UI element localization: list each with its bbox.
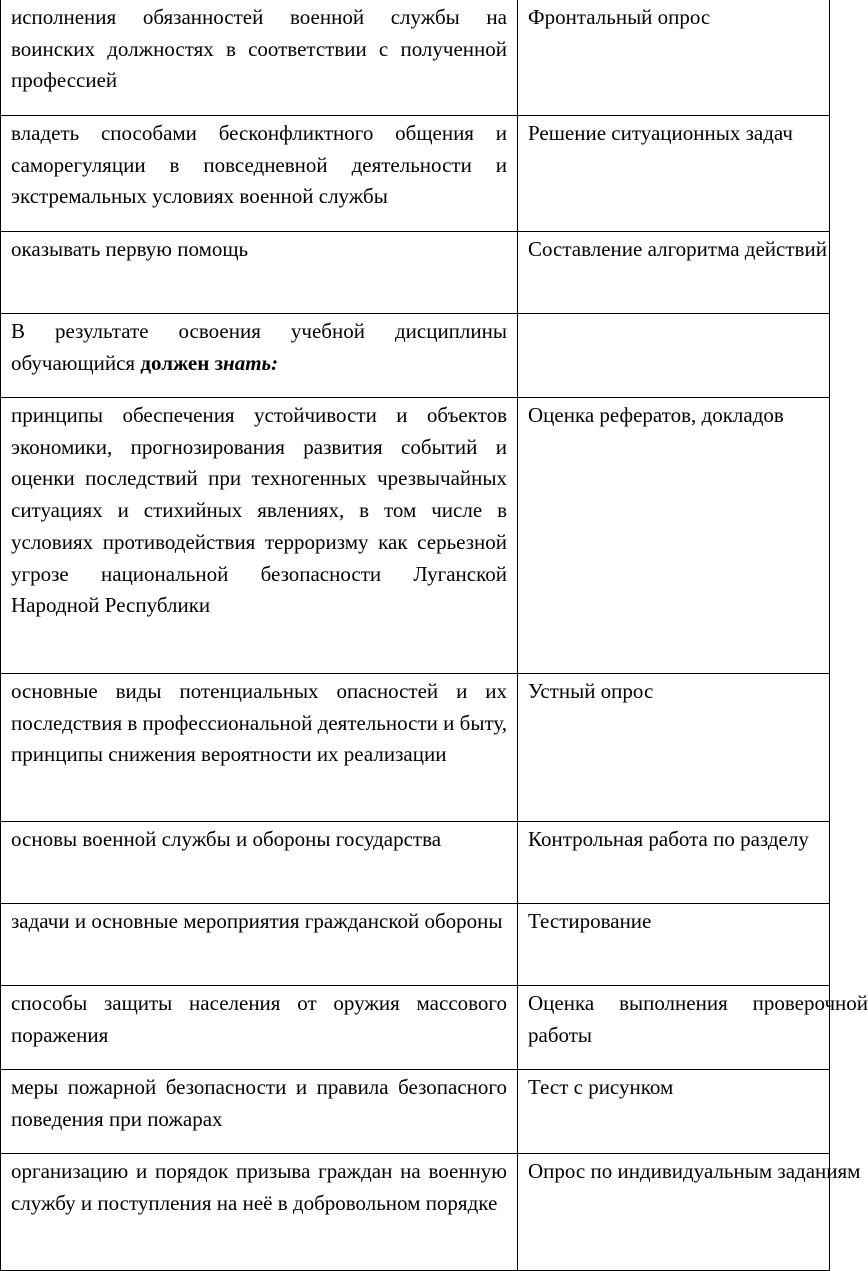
assessment-cell (518, 822, 830, 904)
assessment-text: Тест с рисунком (528, 1075, 674, 1099)
assessment-cell (518, 0, 830, 116)
assessment-cell (518, 398, 830, 674)
assessment-text: Решение ситуационных задач (528, 121, 793, 145)
skill-cell: оказывать первую помощь (1, 232, 518, 314)
knowledge-cell: способы защиты населения от оружия массового поражения (1, 986, 518, 1070)
knowledge-cell: принципы обеспечения устойчивости и объектов экономики, прогнозирования развития событий и оценки последствий при техногенных чрезвычайных ситуациях и стихийных явлениях, в том числе в условиях противодействия терроризму как серьезной угрозе национальной безопасности Луганской Народной Республики (1, 398, 518, 674)
table-row (1, 904, 830, 986)
assessment-text: Оценка выполнения проверочной работы (528, 991, 868, 1047)
table-row (1, 232, 830, 314)
assessment-cell (518, 1070, 830, 1154)
table-row (1, 822, 830, 904)
assessment-text: Тестирование (528, 909, 652, 933)
section-heading-bold: должен з (140, 350, 224, 375)
table-row (1, 0, 830, 116)
assessment-text: Контрольная работа по разделу (528, 827, 809, 851)
table-row (1, 674, 830, 822)
section-heading-cell (1, 314, 518, 398)
assessment-cell (518, 986, 868, 1070)
assessment-text: Оценка рефератов, докладов (528, 403, 784, 427)
skill-cell: владеть способами бесконфликтного общения и саморегуляции в повседневной деятельности и экстремальных условиях военной службы (1, 116, 518, 232)
knowledge-cell: меры пожарной безопасности и правила безопасного поведения при пожарах (1, 1070, 518, 1154)
table-row (1, 986, 830, 1070)
assessment-cell (518, 904, 830, 986)
table-row (1, 398, 830, 674)
assessment-text: Опрос по индивидуальным заданиям (528, 1159, 861, 1183)
section-heading-bold-italic: нать: (223, 350, 279, 375)
assessment-cell (518, 232, 830, 314)
table-row (1, 1070, 830, 1154)
assessment-text: Устный опрос (528, 679, 654, 703)
skill-cell: исполнения обязанностей военной службы на воинских должностях в соответствии с полученной профессией (1, 0, 518, 116)
assessment-text: Составление алгоритма действий (528, 237, 827, 261)
table-row (1, 1154, 830, 1271)
assessment-cell (518, 1154, 861, 1271)
knowledge-cell: задачи и основные мероприятия гражданской обороны (1, 904, 518, 986)
assessment-cell (518, 314, 830, 398)
assessment-text: Фронтальный опрос (528, 5, 711, 29)
section-heading-text: В результате освоения учебной дисциплины обучающийся (11, 319, 507, 375)
knowledge-cell: организацию и порядок призыва граждан на военную службу и поступления на неё в добровольном порядке (1, 1154, 518, 1271)
table-row (1, 116, 830, 232)
knowledge-cell: основные виды потенциальных опасностей и их последствия в профессиональной деятельности и быту, принципы снижения вероятности их реализации (1, 674, 518, 822)
knowledge-cell: основы военной службы и обороны государства (1, 822, 518, 904)
assessment-cell (518, 116, 830, 232)
table-row (1, 314, 830, 398)
assessment-cell (518, 674, 830, 822)
